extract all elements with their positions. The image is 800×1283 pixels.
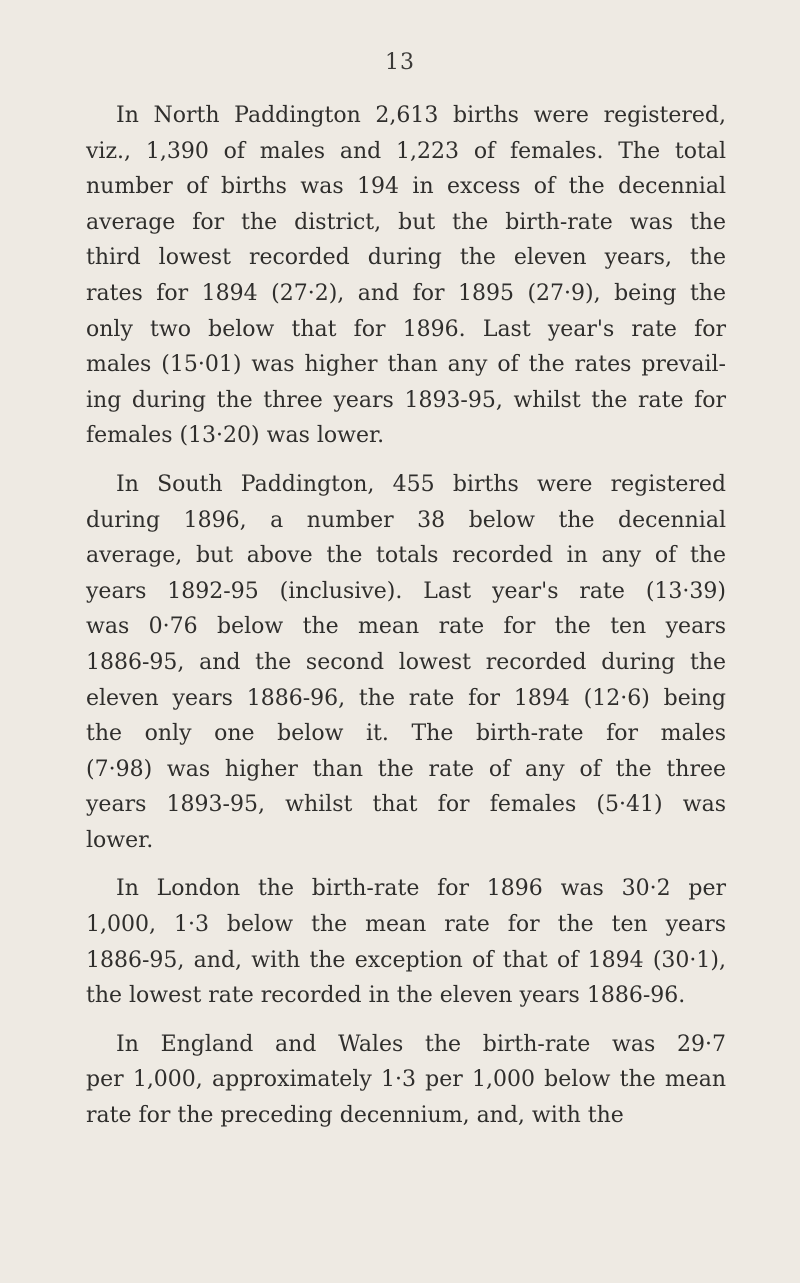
text-line: females (13·20) was lower. — [86, 423, 385, 449]
text-line: rate for the preceding decennium, and, with the — [86, 1103, 624, 1129]
text-line: ing during the three years 1893-95, whilst the rate for — [86, 387, 726, 413]
text-line: In North Paddington 2,613 births were registered, — [116, 103, 726, 128]
paragraph — [86, 467, 726, 859]
text-line: third lowest recorded during the eleven years, the — [86, 245, 726, 271]
text-line: In England and Wales the birth-rate was 29·7 — [116, 1031, 726, 1057]
text-line: per 1,000, approximately 1·3 per 1,000 below the mean — [86, 1067, 726, 1093]
text-line: 1,000, 1·3 below the mean rate for the ten years — [86, 912, 726, 938]
text-line: rates for 1894 (27·2), and for 1895 (27·9), being the — [86, 280, 726, 306]
paragraph — [86, 871, 726, 1013]
text-line: years 1892-95 (inclusive). Last year's rate (13·39) — [86, 578, 726, 604]
text-line: viz., 1,390 of males and 1,223 of females. The total — [86, 138, 726, 164]
text-line: 1886-95, and, with the exception of that of 1894 (30·1), — [86, 947, 726, 973]
text-line: lower. — [86, 827, 154, 853]
text-line: average, but above the totals recorded in any of the — [86, 543, 726, 569]
text-line: during 1896, a number 38 below the decennial — [86, 507, 726, 533]
text-line: was 0·76 below the mean rate for the ten years — [86, 614, 726, 640]
text-line: the only one below it. The birth-rate for males — [86, 721, 726, 747]
text-line: In London the birth-rate for 1896 was 30·2 per — [116, 876, 726, 902]
text-line: eleven years 1886-96, the rate for 1894 (12·6) being — [86, 685, 726, 711]
paragraph — [86, 1027, 726, 1134]
text-line: (7·98) was higher than the rate of any of the three — [86, 756, 726, 782]
body-text — [86, 98, 726, 1147]
text-line: 1886-95, and the second lowest recorded during the — [86, 649, 726, 675]
paragraph — [86, 98, 726, 454]
text-line: number of births was 194 in excess of the decennial — [86, 174, 726, 200]
page-number: 13 — [385, 50, 415, 75]
text-line: the lowest rate recorded in the eleven years 1886-96. — [86, 983, 686, 1009]
text-line: average for the district, but the birth-rate was the — [86, 209, 726, 235]
text-line: only two below that for 1896. Last year's rate for — [86, 316, 726, 342]
text-line: years 1893-95, whilst that for females (5·41) was — [86, 792, 726, 818]
text-line: males (15·01) was higher than any of the rates prevail- — [86, 352, 726, 378]
text-line: In South Paddington, 455 births were registered — [116, 471, 726, 497]
